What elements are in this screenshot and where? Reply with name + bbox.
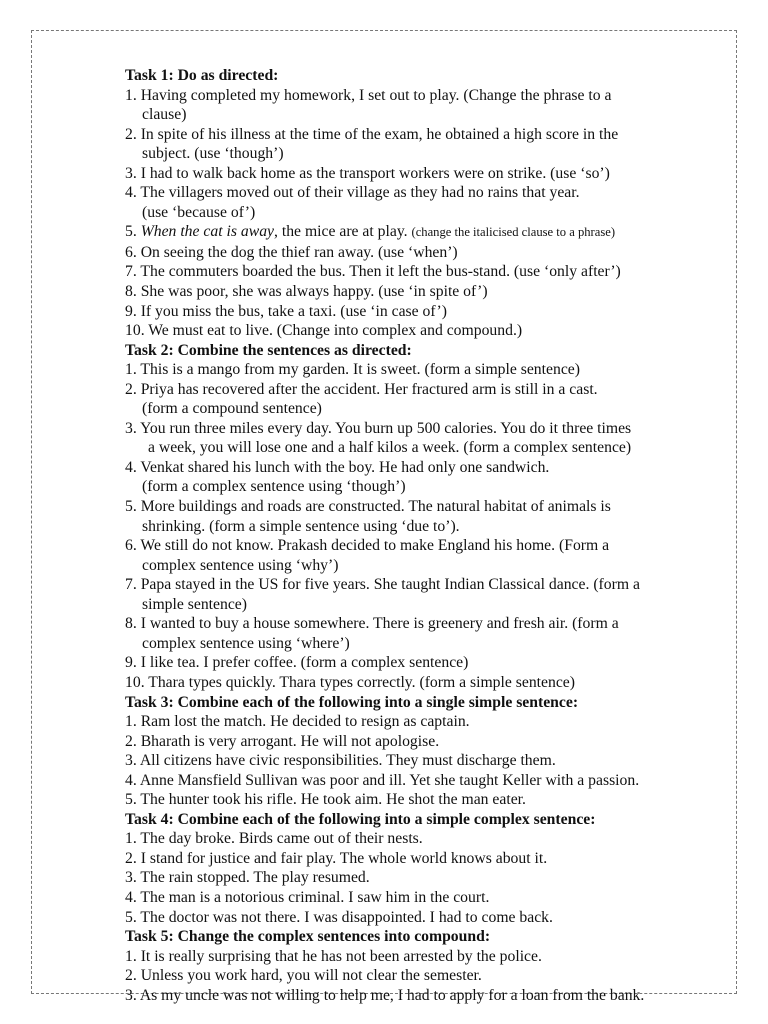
item-text-continued: shrinking. (form a simple sentence using ‘due to’).	[142, 517, 460, 535]
task-item	[125, 243, 745, 263]
item-text: 4. Venkat shared his lunch with the boy. He had only one sandwich.	[125, 458, 550, 476]
item-text: 8. She was poor, she was always happy. (use ‘in spite of’)	[125, 283, 488, 301]
item-text: 5. More buildings and roads are constructed. The natural habitat of animals is	[125, 498, 611, 516]
item-text: 2. I stand for justice and fair play. The whole world knows about it.	[125, 849, 548, 867]
item-text-continued: (form a complex sentence using ‘though’)	[142, 478, 406, 496]
item-text-continued: (use ‘because of’)	[142, 203, 256, 221]
task-item	[125, 712, 745, 732]
task-item	[125, 790, 745, 810]
item-text: 9. I like tea. I prefer coffee. (form a complex sentence)	[125, 654, 469, 672]
item-text: 10. Thara types quickly. Thara types correctly. (form a simple sentence)	[125, 673, 575, 691]
item-text: 1. Ram lost the match. He decided to resign as captain.	[125, 713, 470, 731]
task-section	[125, 927, 745, 1005]
item-text: 5. The hunter took his rifle. He took aim. He shot the man eater.	[125, 791, 526, 809]
item-text: 4. Anne Mansfield Sullivan was poor and ill. Yet she taught Keller with a passion.	[125, 771, 640, 789]
task-item	[125, 222, 745, 243]
task-item	[125, 282, 745, 302]
worksheet-page	[31, 30, 737, 1004]
item-text: 3. As my uncle was not willing to help me, I had to apply for a loan from the bank.	[125, 986, 645, 1004]
task-item	[125, 536, 745, 575]
item-text: 9. If you miss the bus, take a taxi. (use ‘in case of’)	[125, 302, 447, 320]
task-heading: Task 3: Combine each of the following into a single simple sentence:	[125, 693, 579, 711]
item-text: 4. The man is a notorious criminal. I saw him in the court.	[125, 888, 490, 906]
task-section	[125, 341, 745, 693]
item-text: 7. Papa stayed in the US for five years. She taught Indian Classical dance. (form a	[125, 576, 640, 594]
task-item	[125, 732, 745, 752]
task-item	[125, 262, 745, 282]
task-item	[125, 125, 745, 164]
item-text: 2. Bharath is very arrogant. He will not apologise.	[125, 732, 440, 750]
task-section	[125, 693, 745, 810]
item-number: 5.	[125, 223, 141, 241]
task-item	[125, 86, 745, 125]
item-text: 8. I wanted to buy a house somewhere. There is greenery and fresh air. (form a	[125, 615, 619, 633]
item-text-continued: complex sentence using ‘why’)	[142, 556, 339, 574]
item-text: 1. It is really surprising that he has not been arrested by the police.	[125, 947, 542, 965]
task-item	[125, 888, 745, 908]
task-item	[125, 458, 745, 497]
item-sentence-rest: , the mice are at play.	[274, 223, 412, 241]
item-text: 10. We must eat to live. (Change into complex and compound.)	[125, 322, 523, 340]
task-item	[125, 771, 745, 791]
task-heading: Task 1: Do as directed:	[125, 67, 279, 84]
worksheet-content	[125, 66, 745, 1005]
task-item	[125, 164, 745, 184]
item-text-continued: clause)	[142, 106, 187, 124]
item-text	[125, 222, 745, 243]
task-item	[125, 183, 745, 222]
task-item	[125, 986, 745, 1006]
item-text: 6. We still do not know. Prakash decided to make England his home. (Form a	[125, 537, 610, 555]
task-section	[125, 810, 745, 927]
item-text: 4. The villagers moved out of their village as they had no rains that year.	[125, 184, 580, 202]
item-text: 3. You run three miles every day. You burn up 500 calories. You do it three times	[125, 419, 632, 437]
item-text-continued: subject. (use ‘though’)	[142, 145, 284, 163]
item-text: 3. I had to walk back home as the transport workers were on strike. (use ‘so’)	[125, 164, 610, 182]
task-item	[125, 966, 745, 986]
item-text: 7. The commuters boarded the bus. Then it left the bus-stand. (use ‘only after’)	[125, 263, 621, 281]
item-text: 1. Having completed my homework, I set out to play. (Change the phrase to a	[125, 86, 612, 104]
task-item	[125, 829, 745, 849]
task-item	[125, 497, 745, 536]
item-text: 3. The rain stopped. The play resumed.	[125, 869, 370, 887]
task-item	[125, 575, 745, 614]
task-item	[125, 673, 745, 693]
task-item	[125, 751, 745, 771]
item-text: 2. Unless you work hard, you will not clear the semester.	[125, 967, 482, 985]
task-item	[125, 653, 745, 673]
task-item	[125, 380, 745, 419]
task-item	[125, 419, 745, 458]
task-item	[125, 908, 745, 928]
item-text: 2. In spite of his illness at the time of the exam, he obtained a high score in the	[125, 125, 619, 143]
task-item	[125, 849, 745, 869]
item-text-continued: simple sentence)	[142, 595, 247, 613]
task-item	[125, 302, 745, 322]
item-text-continued: complex sentence using ‘where’)	[142, 634, 350, 652]
task-item	[125, 947, 745, 967]
item-text: 5. The doctor was not there. I was disappointed. I had to come back.	[125, 908, 553, 926]
item-text-continued: (form a compound sentence)	[142, 400, 322, 418]
item-text: 3. All citizens have civic responsibilities. They must discharge them.	[125, 752, 556, 770]
task-item	[125, 614, 745, 653]
task-heading: Task 4: Combine each of the following into a simple complex sentence:	[125, 810, 596, 828]
task-item	[125, 360, 745, 380]
item-text: 6. On seeing the dog the thief ran away. (use ‘when’)	[125, 243, 458, 261]
task-heading: Task 5: Change the complex sentences into compound:	[125, 928, 491, 946]
item-text: 1. This is a mango from my garden. It is sweet. (form a simple sentence)	[125, 361, 580, 379]
task-item	[125, 321, 745, 341]
task-heading: Task 2: Combine the sentences as directed:	[125, 341, 412, 359]
task-section	[125, 66, 745, 341]
item-text: 1. The day broke. Birds came out of their nests.	[125, 830, 423, 848]
item-text: 2. Priya has recovered after the accident. Her fractured arm is still in a cast.	[125, 380, 598, 398]
item-instruction-small: (change the italicised clause to a phrase)	[411, 225, 616, 240]
italicised-clause: When the cat is away	[140, 223, 275, 241]
task-item	[125, 868, 745, 888]
item-text-continued: a week, you will lose one and a half kilos a week. (form a complex sentence)	[148, 439, 632, 457]
